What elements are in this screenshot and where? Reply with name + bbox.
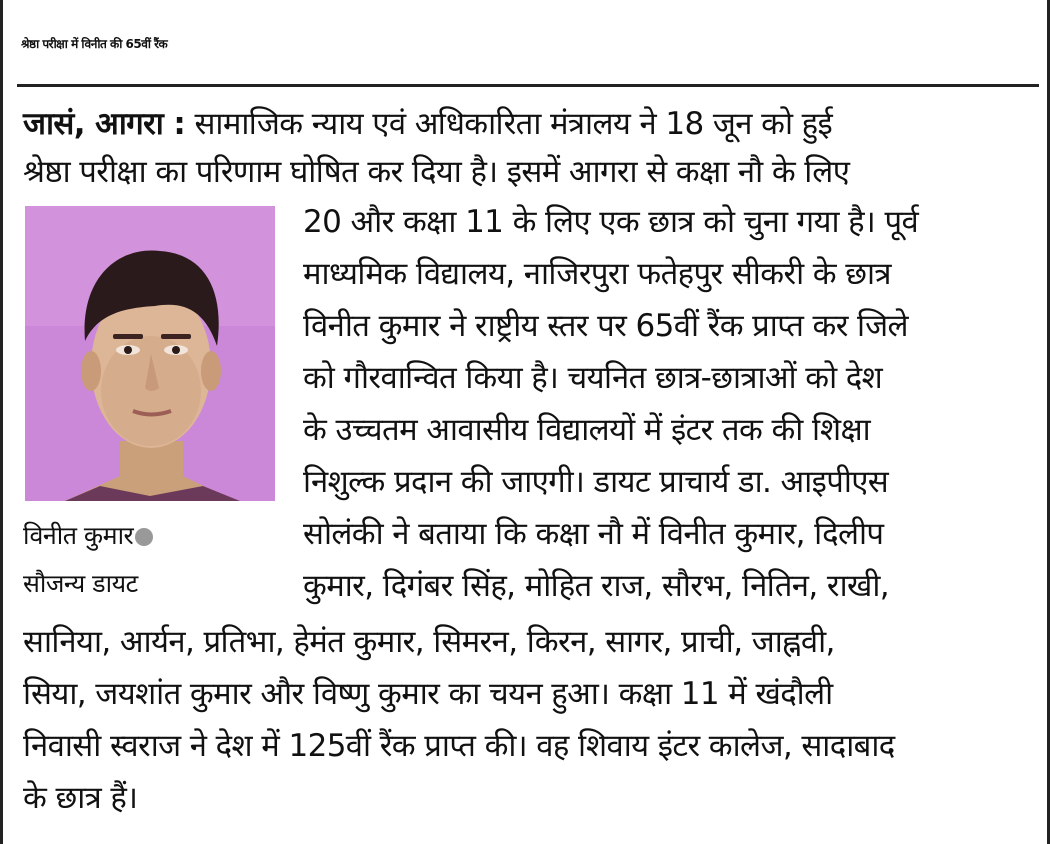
body-line-10: कुमार, दिगंबर सिंह, मोहित राज, सौरभ, नितिन, राखी, [303, 568, 890, 604]
body-line-13: निवासी स्वराज ने देश में 125वीं रैंक प्राप्त की। वह शिवाय इंटर कालेज, सादाबाद [23, 728, 895, 764]
body-line-8: निशुल्क प्रदान की जाएगी। डायट प्राचार्य डा. आइपीएस [303, 464, 889, 500]
dateline: जासं, आगरा : [23, 106, 186, 142]
portrait-photo [25, 206, 275, 501]
body-line-12: सिया, जयशांत कुमार और विष्णु कुमार का चयन हुआ। कक्षा 11 में खंदौली [23, 676, 833, 712]
photo-caption-name [23, 518, 153, 554]
person-portrait-icon [25, 206, 275, 501]
body-line-1-text: सामाजिक न्याय एवं अधिकारिता मंत्रालय ने 18 जून को हुई [185, 106, 833, 142]
headline: श्रेष्ठा परीक्षा में विनीत की 65वीं रैंक [21, 37, 168, 51]
body-line-4: माध्यमिक विद्यालय, नाजिरपुरा फतेहपुर सीकरी के छात्र [303, 256, 891, 292]
headline-rule [17, 84, 1039, 87]
caption-bullet-icon [135, 528, 153, 546]
body-line-6: को गौरवान्वित किया है। चयनित छात्र-छात्राओं को देश [303, 360, 883, 396]
body-line-14: के छात्र हैं। [23, 780, 138, 816]
caption-name-text: विनीत कुमार [23, 521, 134, 550]
body-line-3: 20 और कक्षा 11 के लिए एक छात्र को चुना गया है। पूर्व [303, 204, 919, 240]
body-line-2: श्रेष्ठा परीक्षा का परिणाम घोषित कर दिया है। इसमें आगरा से कक्षा नौ के लिए [23, 154, 850, 190]
body-line-7: के उच्चतम आवासीय विद्यालयों में इंटर तक की शिक्षा [303, 412, 871, 448]
body-line-5: विनीत कुमार ने राष्ट्रीय स्तर पर 65वीं रैंक प्राप्त कर जिले [303, 308, 908, 344]
body-line-1 [23, 104, 832, 144]
photo-caption-credit: सौजन्य डायट [23, 569, 138, 598]
body-line-9: सोलंकी ने बताया कि कक्षा नौ में विनीत कुमार, दिलीप [303, 516, 884, 552]
body-line-11: सानिया, आर्यन, प्रतिभा, हेमंत कुमार, सिमरन, किरन, सागर, प्राची, जाह्नवी, [23, 624, 835, 660]
